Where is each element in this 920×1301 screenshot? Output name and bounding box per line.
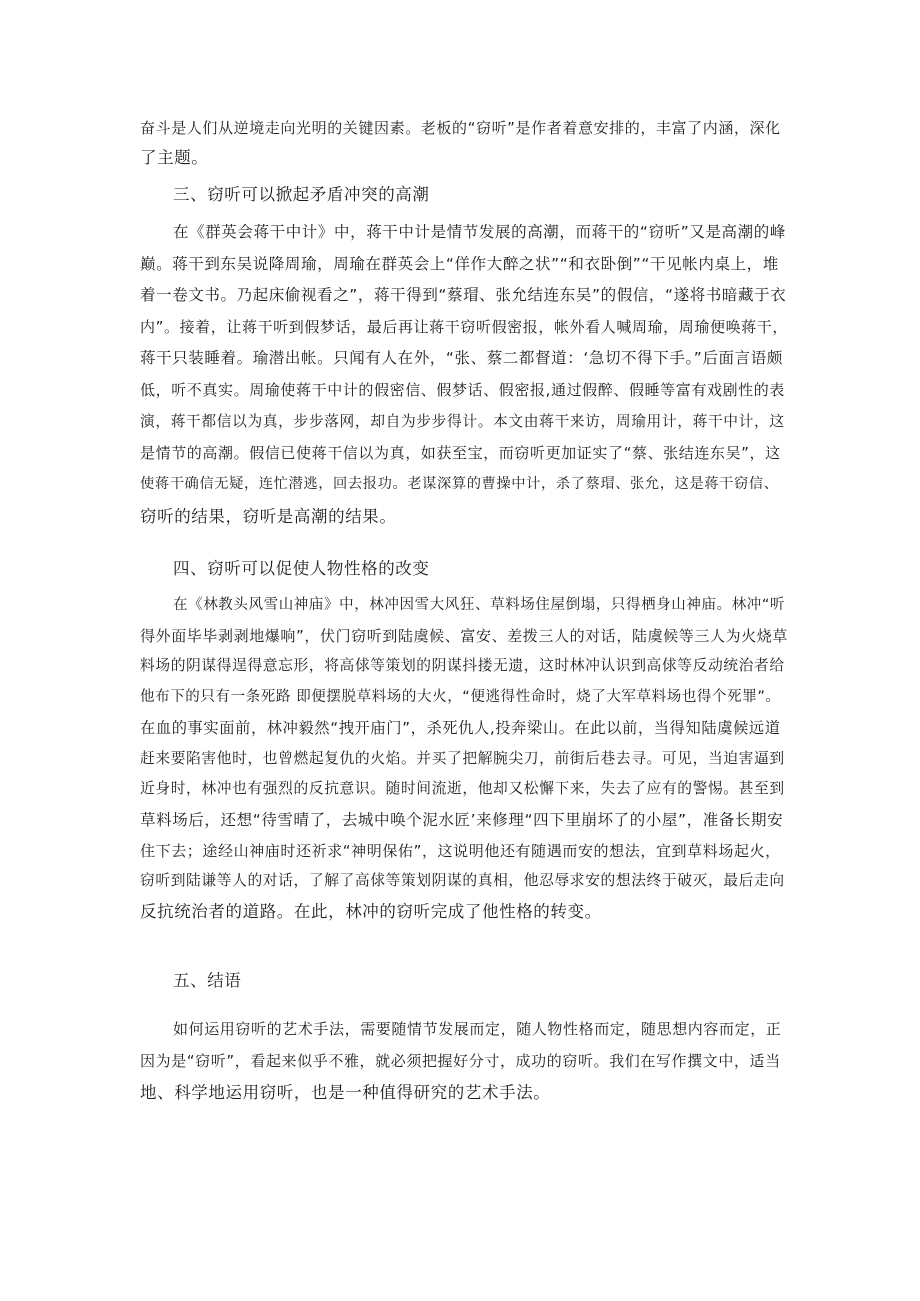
- section5-body: [140, 1014, 788, 1109]
- section3-heading: [140, 180, 788, 209]
- text-line: 在《林教头风雪山神庙》中，林冲因雪大风狂、草料场住屋倒塌，只得栖身山神庙。林冲“听: [173, 597, 786, 613]
- text-line: 窃听的结果，窃听是高潮的结果。: [140, 506, 397, 526]
- text-line: 是情节的高潮。假信已使蒋干信以为真，如获至宝，而窃听更加证实了“蔡、张结连东吴”，这: [140, 443, 781, 462]
- text-line: 他布下的只有一条死路 即便摆脱草料场的大火，“便逃得性命时，烧了大军草料场也得个死罪”。: [140, 689, 781, 706]
- text-line: 在《群英会蒋干中计》中，蒋干中计是情节发展的高潮，而蒋干的“窃听”又是高潮的峰: [173, 223, 786, 241]
- text-line: 低，听不真实。周瑜使蒋干中计的假密信、假梦话、假密报,通过假醉、假睡等富有戏剧性的表: [140, 380, 785, 399]
- text-line: 反抗统治者的道路。在此，林冲的窃听完成了他性格的转变。: [140, 902, 602, 922]
- section-heading: 五、结语: [173, 971, 242, 990]
- text-line: 近身时，林冲也有强烈的反抗意识。随时间流逝，他却又松懈下来，失去了应有的警惕。甚至到: [140, 780, 785, 798]
- text-line: 使蒋干确信无疑，连忙潜逃，回去报功。老谋深算的曹操中计，杀了蔡瑁、张允，这是蒋干窃信、: [140, 476, 779, 492]
- text-line: 地、科学地运用窃听，也是一种值得研究的艺术手法。: [140, 1083, 551, 1102]
- text-line: 奋斗是人们从逆境走向光明的关键因素。老板的“窃听”是作者着意安排的，丰富了内涵，深化: [140, 119, 781, 137]
- section4-heading: [140, 554, 788, 583]
- text-line: 巅。蒋干到东吴说降周瑜，周瑜在群英会上“佯作大醉之状”“和衣卧倒”“干见帐内桌上，堆: [140, 254, 779, 273]
- text-line: 草料场后，还想“待雪晴了，去城中唤个泥水匠’来修理“四下里崩坏了的小屋”，准备长期安: [140, 810, 784, 829]
- text-line: 内”。接着，让蒋干听到假梦话，最后再让蒋干窃听假密报，帐外看人喊周瑜，周瑜便唤蒋干，: [140, 317, 788, 336]
- section5-heading: [140, 966, 788, 995]
- text-line: 因为是“窃听”，看起来似乎不雅，就必须把握好分寸，成功的窃听。我们在写作撰文中，适当: [140, 1051, 781, 1070]
- text-line: 在血的事实面前，林冲毅然“拽开庙门”，杀死仇人,投奔梁山。在此以前，当得知陆虞候远道: [140, 718, 781, 737]
- text-line: 如何运用窃听的艺术手法，需要随情节发展而定，随人物性格而定，随思想内容而定，正: [173, 1020, 782, 1038]
- text-line: 演，蒋干都信以为真，步步落网，却自为步步得计。本文由蒋干来访，周瑜用计，蒋干中计，这: [140, 413, 785, 430]
- text-line: 得外面毕毕剥剥地爆响”，伏门窃听到陆虞候、富安、差拨三人的对话，陆虞候等三人为火烧草: [140, 626, 788, 645]
- text-line: 着一卷文书。乃起床偷视看之”，蒋干得到“蔡瑁、张允结连东吴”的假信，“遂将书暗藏于衣: [140, 286, 787, 304]
- intro-continuation: [140, 114, 788, 172]
- section-heading: 三、窃听可以掀起矛盾冲突的高潮: [173, 185, 430, 204]
- text-line: 了主题。: [140, 148, 209, 167]
- text-line: 蒋干只装睡着。瑜潜出帐。只闻有人在外，“张、蔡二都督道：‘急切不得下手。”后面言语颇: [140, 349, 783, 367]
- text-line: 赶来要陷害他时，也曾燃起复仇的火焰。并买了把解腕尖刀，前街后巷去寻。可见，当迫害逼到: [140, 749, 785, 767]
- section4-body: [140, 590, 788, 928]
- section-heading: 四、窃听可以促使人物性格的改变: [173, 559, 430, 578]
- text-line: 窃听到陆谦等人的对话，了解了高俅等策划阴谋的真相，他忍辱求安的想法终于破灭，最后走向: [140, 872, 785, 890]
- text-line: 料场的阴谋得逞得意忘形，将高俅等策划的阴谋抖搂无遗，这时林冲认识到高俅等反动统治者给: [140, 657, 785, 675]
- text-line: 住下去；途经山神庙时还祈求“神明保佑”，这说明他还有随遇而安的想法，宜到草料场起火，: [140, 841, 781, 860]
- section3-body: [140, 217, 788, 532]
